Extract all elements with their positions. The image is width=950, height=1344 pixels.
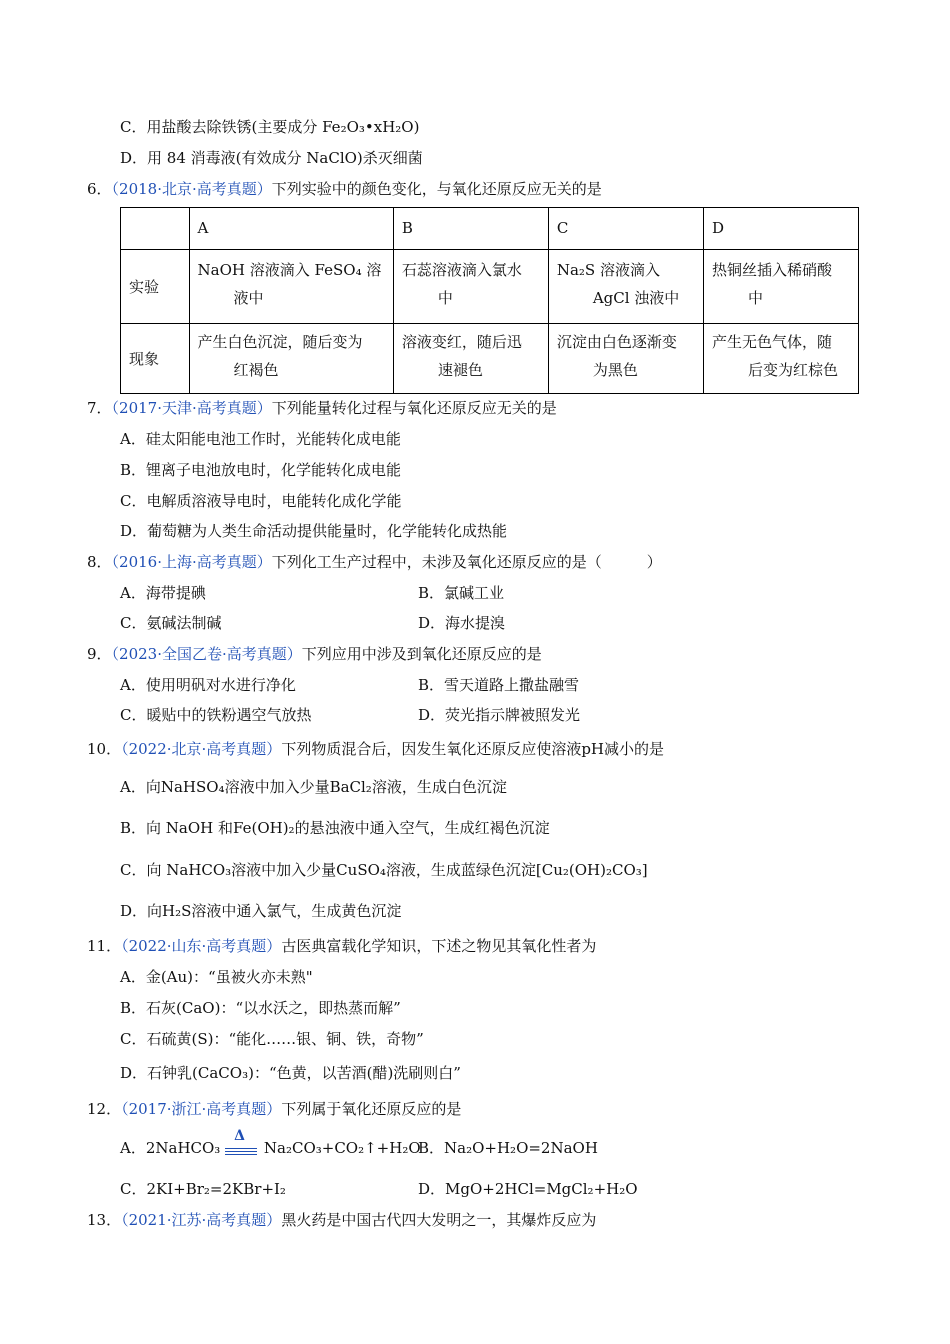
question-text: 古医典富载化学知识，下述之物见其氧化性者为: [281, 937, 597, 955]
table-cell: [548, 250, 703, 324]
option-c: C．石硫黄(S)：“能化……银、铜、铁，奇物”: [120, 1030, 424, 1048]
question-number: 8．: [87, 553, 112, 571]
question-source: （2017·浙江·高考真题）: [121, 1100, 282, 1118]
option-c: C．氨碱法制碱: [120, 614, 222, 632]
option-c: C．2KI+Br₂=2KBr+I₂: [120, 1180, 286, 1198]
option-d: D．用 84 消毒液(有效成分 NaClO)杀灭细菌: [120, 149, 423, 167]
option-b: B．氯碱工业: [418, 584, 505, 602]
option-a: A．硅太阳能电池工作时，光能转化成电能: [120, 430, 401, 448]
table-cell: [704, 250, 859, 324]
table-cell: [704, 324, 859, 394]
cell-line: 为黑色: [592, 361, 638, 379]
heating-condition: [225, 1128, 259, 1158]
question-source: （2016·上海·高考真题）: [111, 553, 272, 571]
question-6: [87, 178, 602, 199]
option-b: B．石灰(CaO)：“以水沃之，即热蒸而解”: [120, 999, 401, 1017]
option-a-prefix: A．2NaHCO₃: [120, 1139, 221, 1157]
option-c: C．用盐酸去除铁锈(主要成分 Fe₂O₃•xH₂O): [120, 118, 420, 136]
question-source: （2023·全国乙卷·高考真题）: [111, 645, 302, 663]
question-7: [87, 397, 557, 418]
cell-line: 液中: [233, 289, 264, 307]
table-header-cell: C: [548, 208, 703, 250]
cell-line: 红褐色: [233, 361, 279, 379]
question-source: （2018·北京·高考真题）: [111, 180, 272, 198]
question-12: [87, 1098, 461, 1119]
table-header-cell: [121, 208, 190, 250]
option-c: C．电解质溶液导电时，电能转化成化学能: [120, 492, 402, 510]
question-number: 12．: [87, 1100, 122, 1118]
equals-line: [225, 1154, 257, 1155]
table-cell: [548, 324, 703, 394]
option-d: D．MgO+2HCl=MgCl₂+H₂O: [418, 1180, 638, 1198]
experiment-table: [120, 207, 859, 394]
question-text: 下列属于氧化还原反应的是: [281, 1100, 462, 1118]
question-text: 下列实验中的颜色变化，与氧化还原反应无关的是: [271, 180, 602, 198]
question-source: （2021·江苏·高考真题）: [121, 1211, 282, 1229]
option-c: C．暖贴中的铁粉遇空气放热: [120, 706, 312, 724]
question-13: [87, 1209, 596, 1230]
question-text: 下列物质混合后，因发生氧化还原反应使溶液pH减小的是: [281, 740, 664, 758]
delta-label: Δ: [234, 1128, 245, 1144]
cell-line: Na₂S 溶液滴入: [556, 261, 660, 279]
cell-line: 中: [437, 289, 453, 307]
option-b: B．雪天道路上撒盐融雪: [418, 676, 580, 694]
option-d: D．葡萄糖为人类生命活动提供能量时，化学能转化成热能: [120, 522, 508, 540]
question-10: [87, 738, 664, 759]
table-header-cell: A: [189, 208, 393, 250]
table-cell: [189, 324, 393, 394]
cell-line: 产生白色沉淀，随后变为: [197, 333, 363, 351]
question-number: 11．: [87, 937, 122, 955]
option-a: [120, 1128, 421, 1158]
question-number: 6．: [87, 180, 112, 198]
question-text: 下列能量转化过程与氧化还原反应无关的是: [271, 399, 557, 417]
option-d: D．荧光指示牌被照发光: [418, 706, 581, 724]
cell-line: 速褪色: [437, 361, 483, 379]
option-d: D．海水提溴: [418, 614, 506, 632]
option-a: A．海带提碘: [120, 584, 206, 602]
cell-line: AgCl 浊液中: [592, 289, 680, 307]
equals-line: [225, 1151, 257, 1152]
cell-line: 沉淀由白色逐渐变: [556, 333, 677, 351]
option-a: A．金(Au)：“虽被火亦未熟": [120, 968, 313, 986]
question-source: （2022·北京·高考真题）: [121, 740, 282, 758]
question-11: [87, 935, 596, 956]
question-number: 9．: [87, 645, 112, 663]
cell-line: NaOH 溶液滴入 FeSO₄ 溶: [197, 261, 382, 279]
question-source: （2017·天津·高考真题）: [111, 399, 272, 417]
option-a: A．使用明矾对水进行净化: [120, 676, 296, 694]
option-b: B．Na₂O+H₂O=2NaOH: [418, 1139, 598, 1157]
table-cell: [393, 250, 548, 324]
row-label: 实验: [121, 250, 190, 324]
option-a: A．向NaHSO₄溶液中加入少量BaCl₂溶液，生成白色沉淀: [120, 778, 507, 796]
option-b: B．向 NaOH 和Fe(OH)₂的悬浊液中通入空气，生成红褐色沉淀: [120, 819, 550, 837]
table-cell: [393, 324, 548, 394]
question-number: 10．: [87, 740, 122, 758]
equals-line: [225, 1148, 257, 1149]
cell-line: 石蕊溶液滴入氯水: [401, 261, 522, 279]
cell-line: 热铜丝插入稀硝酸: [712, 261, 833, 279]
question-9: [87, 643, 542, 664]
question-number: 7．: [87, 399, 112, 417]
table-cell: [189, 250, 393, 324]
question-text: 下列应用中涉及到氧化还原反应的是: [301, 645, 542, 663]
table-header-cell: D: [704, 208, 859, 250]
cell-line: 产生无色气体，随: [712, 333, 833, 351]
option-d: D．向H₂S溶液中通入氯气，生成黄色沉淀: [120, 902, 402, 920]
option-b: B．锂离子电池放电时，化学能转化成电能: [120, 461, 402, 479]
cell-line: 中: [748, 289, 764, 307]
question-8: [87, 551, 662, 572]
table-header-cell: B: [393, 208, 548, 250]
row-label: 现象: [121, 324, 190, 394]
cell-line: 后变为红棕色: [748, 361, 839, 379]
question-source: （2022·山东·高考真题）: [121, 937, 282, 955]
question-number: 13．: [87, 1211, 122, 1229]
question-text: 黑火药是中国古代四大发明之一，其爆炸反应为: [281, 1211, 597, 1229]
question-text: 下列化工生产过程中，未涉及氧化还原反应的是（ ）: [271, 553, 662, 571]
option-a-suffix: Na₂CO₃+CO₂↑+H₂O: [263, 1139, 421, 1157]
cell-line: 溶液变红，随后迅: [401, 333, 522, 351]
option-d: D．石钟乳(CaCO₃)：“色黄，以苦酒(醋)洗刷则白”: [120, 1064, 461, 1082]
option-c: C．向 NaHCO₃溶液中加入少量CuSO₄溶液，生成蓝绿色沉淀[Cu₂(OH)₂CO₃]: [120, 861, 648, 879]
